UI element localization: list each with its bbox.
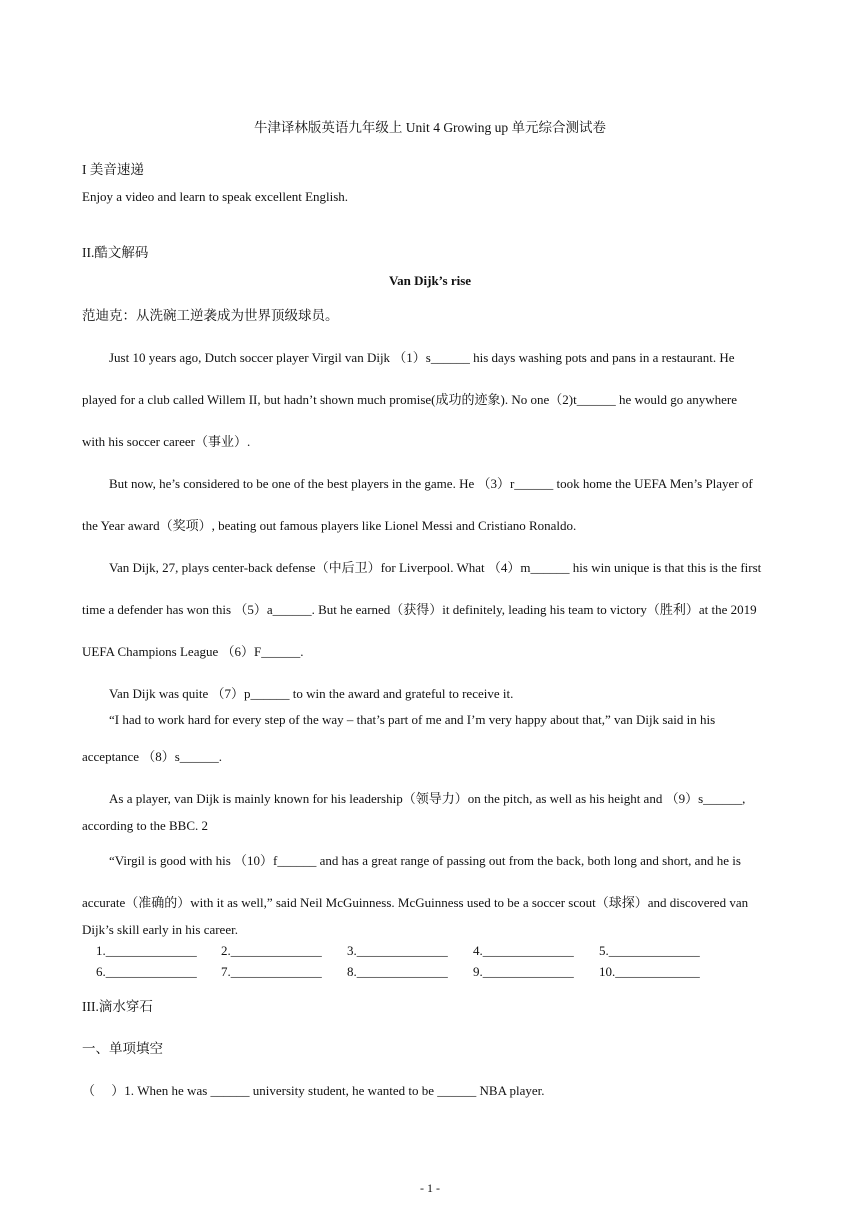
answer-blank-10[interactable]: 10._____________ [599, 964, 700, 979]
section-3-heading: III.滴水穿石 [82, 999, 153, 1014]
article-line: accurate（准确的）with it as well,” said Neil McGuinness. McGuinness used to be a soccer scout（球探）and discovered van [82, 895, 749, 910]
article-line: UEFA Champions League （6）F______. [82, 644, 304, 659]
section-1-text: Enjoy a video and learn to speak excellent English. [82, 189, 349, 204]
article-line: time a defender has won this （5）a______. But he earned（获得）it definitely, leading his team to victory（胜利）at the 2019 [82, 602, 757, 617]
article-line: the Year award（奖项）, beating out famous players like Lionel Messi and Cristiano Ronaldo. [82, 518, 577, 533]
article-line: acceptance （8）s______. [82, 749, 223, 764]
section-1-heading: I 美音速递 [82, 162, 144, 177]
answer-blank-5[interactable]: 5.______________ [599, 943, 700, 958]
answer-blank-2[interactable]: 2.______________ [221, 943, 322, 958]
answer-blank-6[interactable]: 6.______________ [96, 964, 197, 979]
article-title: Van Dijk’s rise [388, 273, 472, 288]
article-line: with his soccer career（事业）. [82, 434, 251, 449]
answer-blank-7[interactable]: 7.______________ [221, 964, 322, 979]
article-line: Van Dijk, 27, plays center-back defense（中后卫）for Liverpool. What （4）m______ his win unique is that this is the first [109, 560, 762, 575]
article-line: Van Dijk was quite （7）p______ to win the award and grateful to receive it. [109, 686, 514, 701]
article-line: “Virgil is good with his （10）f______ and has a great range of passing out from the back, both long and short, and he is [109, 853, 741, 868]
article-line: “I had to work hard for every step of the way – that’s part of me and I’m very happy about that,” van Dijk said in his [109, 712, 716, 727]
section-2-heading: II.酷文解码 [82, 245, 149, 260]
question-1: （ ）1. When he was ______ university student, he wanted to be ______ NBA player. [82, 1083, 545, 1098]
page-number: - 1 - [420, 1181, 440, 1195]
article-line: Just 10 years ago, Dutch soccer player Virgil van Dijk （1）s______ his days washing pots and pans in a restaurant. He [109, 350, 735, 365]
section-3-subheading: 一、单项填空 [82, 1041, 163, 1056]
answer-blank-9[interactable]: 9.______________ [473, 964, 574, 979]
answer-blank-4[interactable]: 4.______________ [473, 943, 574, 958]
article-line: But now, he’s considered to be one of the best players in the game. He （3）r______ took home the UEFA Men’s Player of [109, 476, 753, 491]
article-line: according to the BBC. 2 [82, 818, 209, 833]
article-subtitle: 范迪克：从洗碗工逆袭成为世界顶级球员。 [82, 308, 339, 323]
answer-blank-8[interactable]: 8.______________ [347, 964, 448, 979]
answer-blank-3[interactable]: 3.______________ [347, 943, 448, 958]
answer-blank-1[interactable]: 1.______________ [96, 943, 197, 958]
article-line: played for a club called Willem II, but hadn’t shown much promise(成功的迹象). No one（2)t______ he would go anywhere [82, 392, 737, 407]
article-line: As a player, van Dijk is mainly known for his leadership（领导力）on the pitch, as well as his height and （9）s______, [109, 791, 746, 806]
article-line: Dijk’s skill early in his career. [82, 922, 238, 937]
document-title: 牛津译林版英语九年级上 Unit 4 Growing up 单元综合测试卷 [253, 120, 607, 135]
